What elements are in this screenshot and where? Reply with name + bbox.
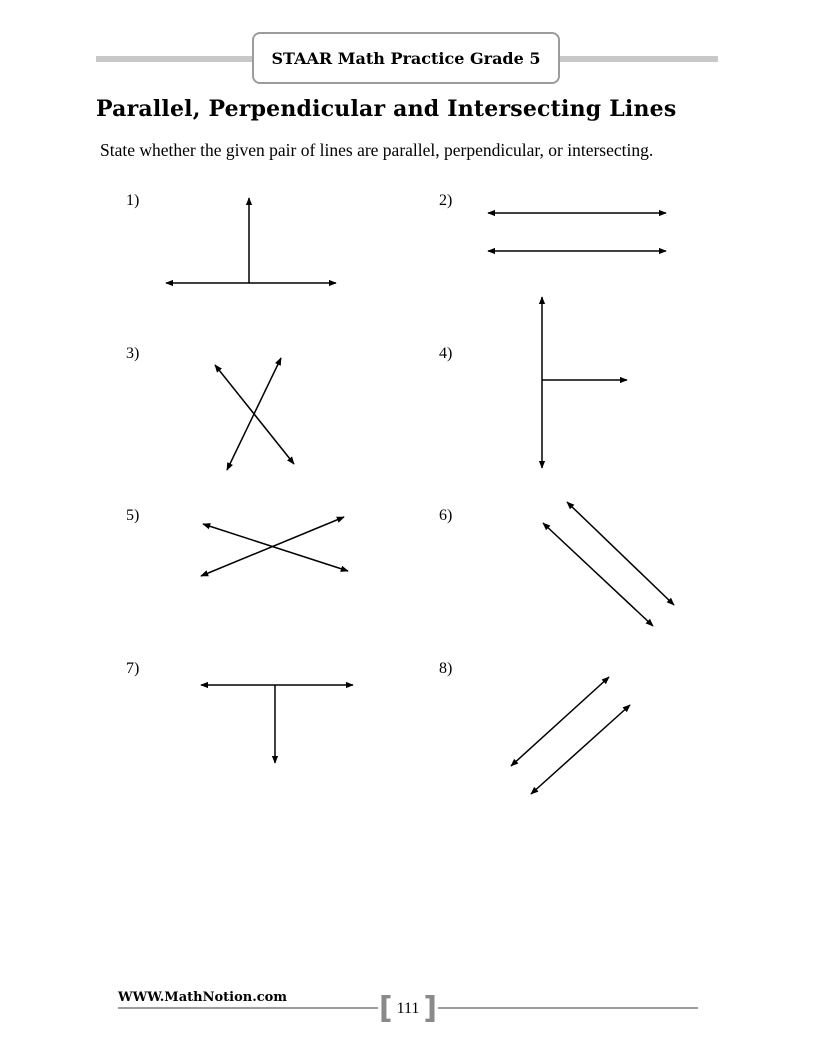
figure-6-line-a — [567, 502, 674, 605]
figure-3 — [215, 358, 294, 470]
problem-3-label: 3) — [126, 345, 140, 362]
figure-3-line-b — [227, 358, 281, 470]
page-number-box — [378, 992, 438, 1026]
problem-1-label: 1) — [126, 192, 140, 209]
figure-2 — [488, 213, 666, 251]
problem-7-label: 7) — [126, 660, 140, 677]
figure-8-line-b — [531, 705, 630, 794]
left-bracket-icon: [ — [378, 991, 393, 1026]
problem-5-label: 5) — [126, 507, 140, 524]
figure-8 — [511, 677, 630, 794]
footer-website: WWW.MathNotion.com — [118, 990, 288, 1005]
figure-5 — [201, 517, 348, 576]
problem-8-label: 8) — [439, 660, 453, 677]
figure-4 — [542, 297, 627, 468]
figure-1 — [166, 198, 336, 283]
figure-5-line-a — [203, 524, 348, 571]
instructions: State whether the given pair of lines are parallel, perpendicular, or intersecting. — [100, 140, 654, 160]
figure-6 — [543, 502, 674, 626]
figure-6-line-b — [543, 523, 653, 626]
figure-8-line-a — [511, 677, 609, 766]
page-number: 111 — [396, 1000, 420, 1017]
right-bracket-icon: ] — [423, 991, 438, 1026]
problem-2-label: 2) — [439, 192, 453, 209]
page-title: Parallel, Perpendicular and Intersecting Lines — [96, 96, 677, 122]
problem-6-label: 6) — [439, 507, 453, 524]
problem-4-label: 4) — [439, 345, 453, 362]
figure-7 — [201, 685, 353, 763]
figure-5-line-b — [201, 517, 344, 576]
header-title: STAAR Math Practice Grade 5 — [271, 48, 541, 68]
